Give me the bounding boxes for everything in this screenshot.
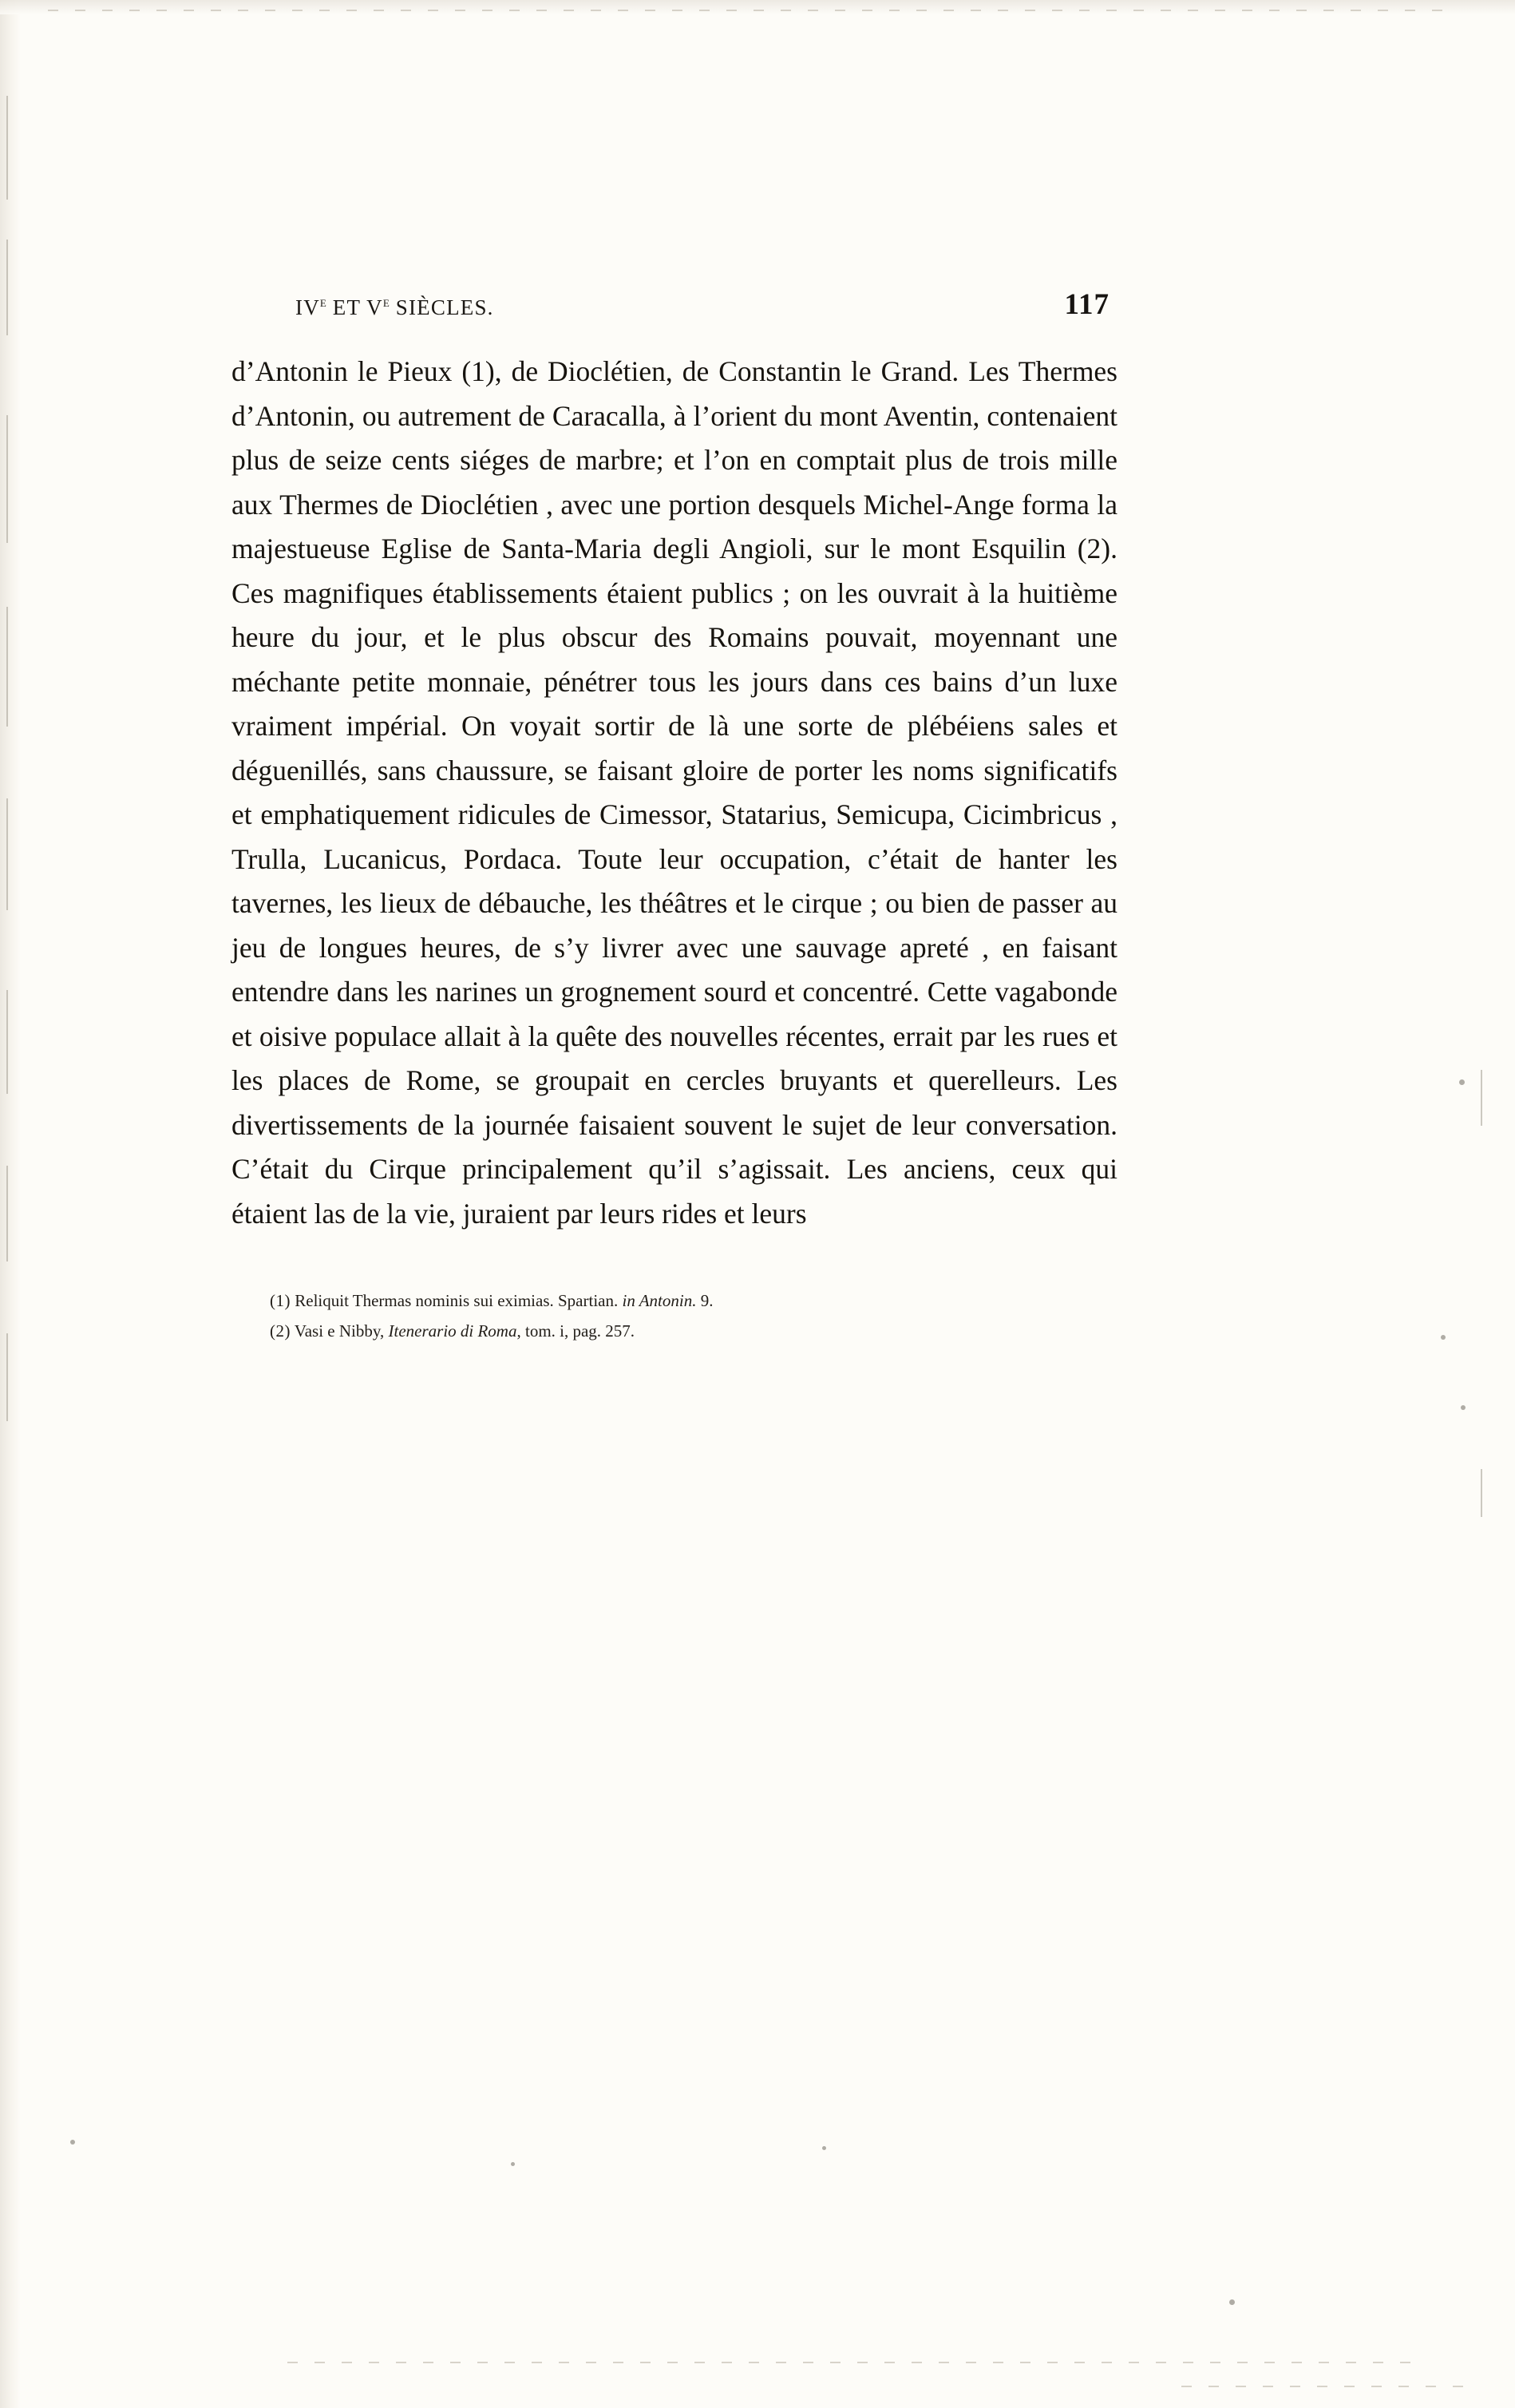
- body-text: [231, 350, 1117, 1236]
- footnote-1: [270, 1285, 1117, 1316]
- scan-edge-shadow-top: [0, 0, 1515, 14]
- scan-artifact-dashes-top: [48, 10, 1453, 11]
- scan-artifact-tick: [6, 1333, 8, 1421]
- footnote-2-italic: Itenerario di Roma: [388, 1321, 517, 1341]
- running-head-sup1: e: [319, 294, 326, 310]
- running-head-part2: ET V: [326, 295, 383, 319]
- scan-artifact-tick: [6, 1166, 8, 1261]
- scan-speck: [70, 2140, 75, 2145]
- scan-artifact-tick-right: [1481, 1469, 1482, 1517]
- scan-artifact-tick: [6, 96, 8, 200]
- footnote-2-text-after: , tom. i, pag. 257.: [516, 1321, 635, 1341]
- scan-speck: [822, 2146, 826, 2150]
- footnote-2-marker: (2): [270, 1321, 291, 1341]
- page-header: [231, 287, 1117, 334]
- running-head-sup2: e: [382, 294, 390, 310]
- scan-speck: [1461, 1405, 1466, 1410]
- running-head: [295, 294, 494, 320]
- scan-artifact-tick-right: [1481, 1070, 1482, 1126]
- running-head-part3: SIÈCLES.: [389, 295, 494, 319]
- scan-speck: [1229, 2299, 1235, 2305]
- scan-artifact-dashes-bottom-right: [1181, 2386, 1469, 2387]
- footnote-1-italic: in Antonin.: [622, 1291, 697, 1310]
- running-head-part1: IV: [295, 295, 320, 319]
- scan-artifact-dashes-bottom: [287, 2362, 1421, 2363]
- footnote-1-text-after: 9.: [696, 1291, 714, 1310]
- scan-artifact-tick: [6, 990, 8, 1094]
- scan-artifact-tick: [6, 240, 8, 335]
- footnote-1-text-before: Reliquit Thermas nominis sui eximias. Spartian.: [291, 1291, 623, 1310]
- footnote-2: [270, 1316, 1117, 1346]
- scan-speck: [1459, 1079, 1465, 1085]
- paragraph-main: d’Antonin le Pieux (1), de Dioclétien, de Constantin le Grand. Les Thermes d’Antonin, ou autrement de Caracalla, à l’orient du mont Aventin, contenaient plus de seize cents siéges de marbre; et l’on en comptait plus de trois mille aux Thermes de Dioclétien , avec une portion desquels Michel-Ange forma la majestueuse Eglise de Santa-Maria degli Angioli, sur le mont Esquilin (2). Ces magnifiques établissements étaient publics ; on les ouvrait à la huitième heure du jour, et le plus obscur des Romains pouvait, moyennant une méchante petite monnaie, pénétrer tous les jours dans ces bains d’un luxe vraiment impérial. On voyait sortir de là une sorte de plébéiens sales et déguenillés, sans chaussure, se faisant gloire de porter les noms significatifs et emphatiquement ridicules de Cimessor, Statarius, Semicupa, Cicimbricus , Trulla, Lucanicus, Pordaca. Toute leur occupation, c’était de hanter les tavernes, les lieux de débauche, les théâtres et le cirque ; ou bien de passer au jeu de longues heures, de s’y livrer avec une sauvage apreté , en faisant entendre dans les narines un grognement sourd et concentré. Cette vagabonde et oisive populace allait à la quête des nouvelles récentes, errait par les rues et les places de Rome, se groupait en cercles bruyants et querelleurs. Les divertissements de la journée faisaient souvent le sujet de leur conversation. C’était du Cirque principalement qu’il s’agissait. Les anciens, ceux qui étaient las de la vie, juraient par leurs rides et leurs: [231, 355, 1117, 1230]
- footnote-2-text-before: Vasi e Nibby,: [291, 1321, 389, 1341]
- footnote-1-marker: (1): [270, 1291, 291, 1310]
- page-number: 117: [1064, 288, 1110, 321]
- scan-artifact-tick: [6, 798, 8, 910]
- footnotes: [231, 1285, 1117, 1346]
- scan-artifact-tick: [6, 607, 8, 727]
- scan-speck: [1441, 1335, 1446, 1340]
- scan-edge-shadow-left: [0, 0, 21, 2408]
- scan-speck: [511, 2162, 515, 2166]
- scan-artifact-tick: [6, 415, 8, 543]
- page-content: [231, 287, 1117, 1346]
